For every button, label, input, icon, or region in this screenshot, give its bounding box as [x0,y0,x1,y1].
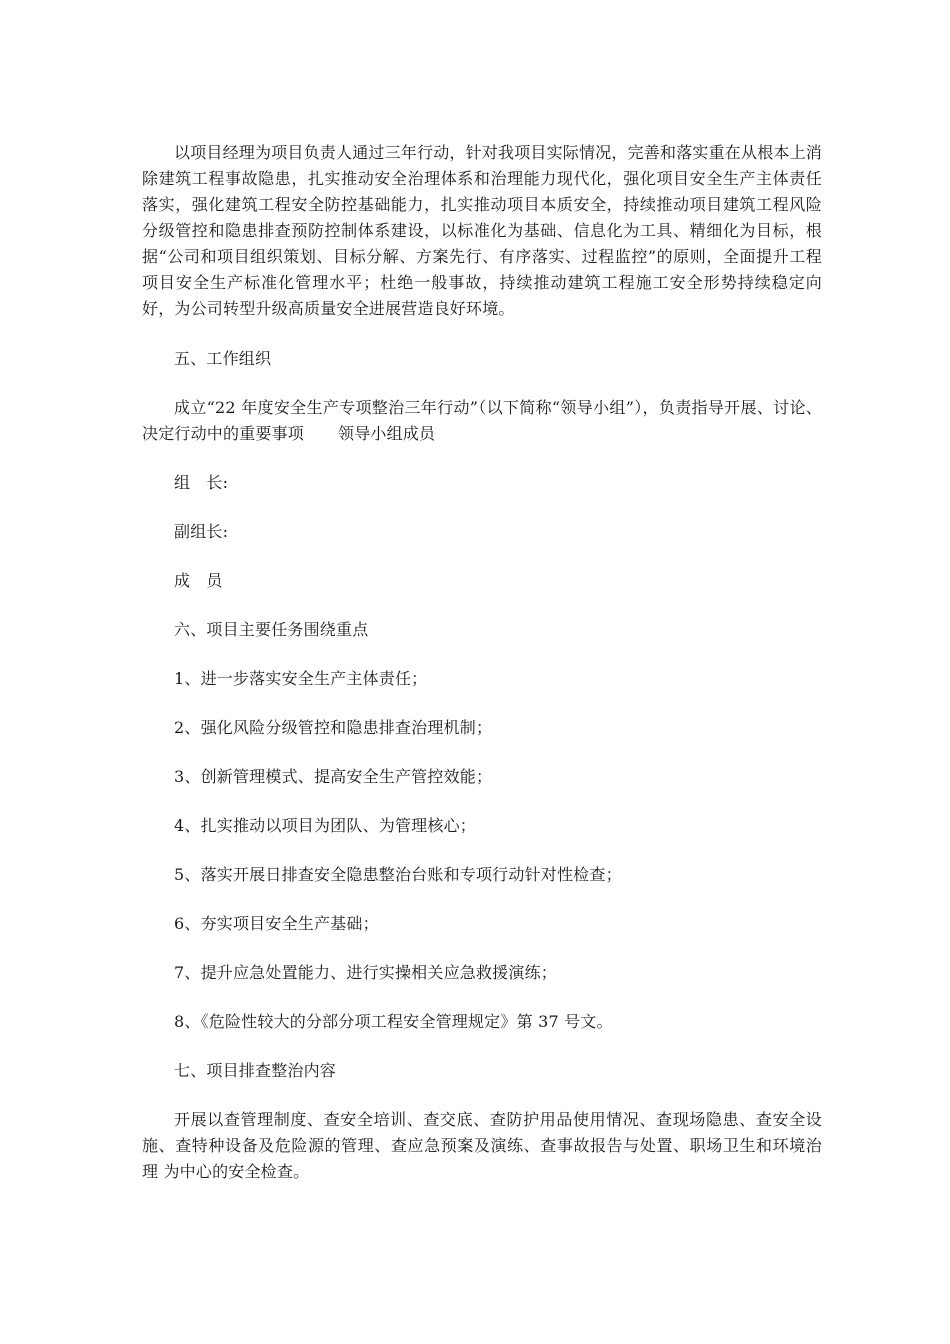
task-item-8: 8、《危险性较大的分部分项工程安全管理规定》第 37 号文。 [174,1012,613,1031]
section-6-heading: 六、项目主要任务围绕重点 [174,620,369,639]
task-item-5: 5、落实开展日排查安全隐患整治台账和专项行动针对性检查； [174,865,622,884]
section-7-heading: 七、项目排查整治内容 [174,1061,337,1080]
document-page [142,140,822,1185]
task-item-7: 7、提升应急处置能力、进行实操相关应急救援演练； [174,963,557,982]
task-item-4: 4、扎实推动以项目为团队、为管理核心； [174,816,476,835]
section-5-paragraph-tail: 领导小组成员 [338,424,436,443]
intro-paragraph: 以项目经理为项目负责人通过三年行动，针对我项目实际情况，完善和落实重在从根本上消除建筑工程事故隐患，扎实推动安全治理体系和治理能力现代化，强化项目安全生产主体责任落实，强化建筑工程安全防控基础能力，扎实推动项目本质安全，持续推动项目建筑工程风险分级管控和隐患排查预防控制体系建设，以标准化为基础、信息化为工具、精细化为目标，根据“公司和项目组织策划、目标分解、方案先行、有序落实、过程监控”的原则，全面提升工程项目安全生产标准化管理水平；杜绝一般事故，持续推动建筑工程施工安全形势持续稳定向好，为公司转型升级高质量安全进展营造良好环境。 [142,143,823,318]
task-item-6: 6、夯实项目安全生产基础； [174,914,379,933]
members-line: 成 员 [174,571,223,590]
section-5-heading: 五、工作组织 [174,349,272,368]
section-5-paragraph [142,395,822,447]
task-item-3: 3、创新管理模式、提高安全生产管控效能； [174,767,493,786]
section-5-paragraph-main: 成立“22 年度安全生产专项整治三年行动”（以下简称“领导小组”），负责指导开展、讨论、决定行动中的重要事项 [142,398,822,443]
task-item-1: 1、进一步落实安全生产主体责任； [174,669,428,688]
task-item-2: 2、强化风险分级管控和隐患排查治理机制； [174,718,493,737]
section-7-paragraph: 开展以查管理制度、查安全培训、查交底、查防护用品使用情况、查现场隐患、查安全设施、查特种设备及危险源的管理、查应急预案及演练、查事故报告与处置、职场卫生和环境治理 为中心的安全检查。 [142,1110,822,1181]
deputy-line: 副组长: [174,522,229,541]
leader-line: 组 长: [174,473,229,492]
